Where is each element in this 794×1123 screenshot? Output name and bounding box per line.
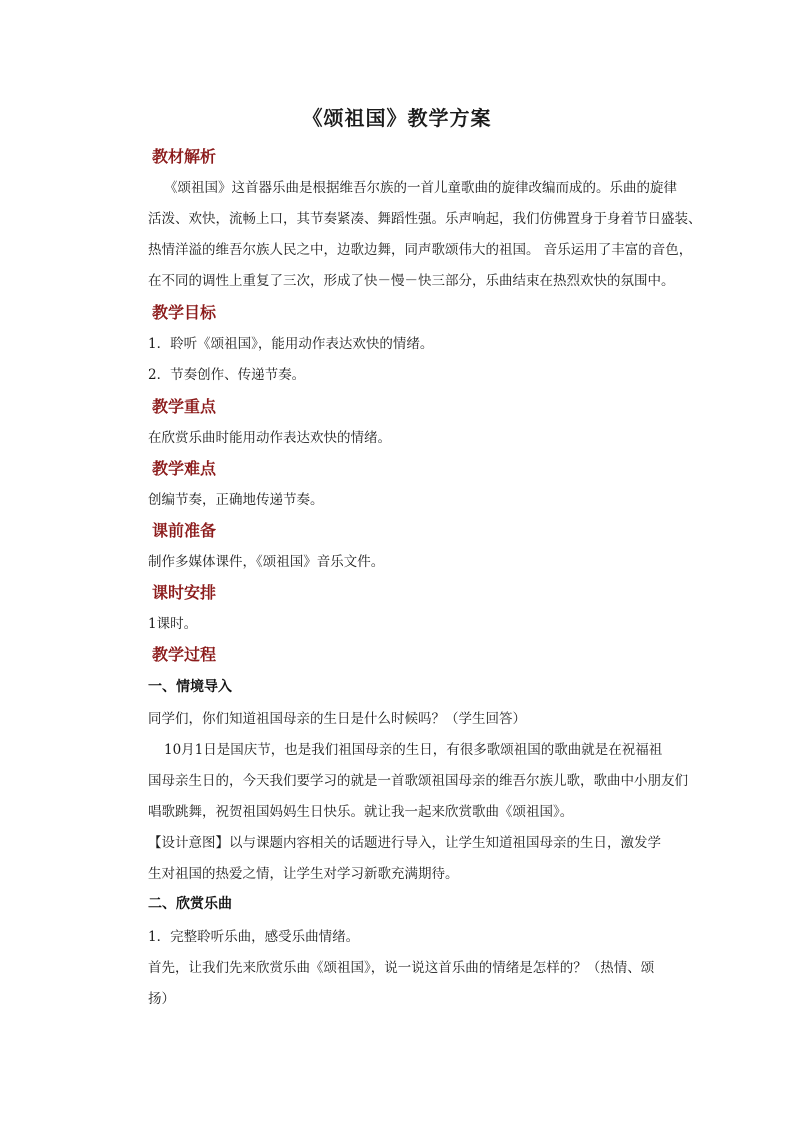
schedule-text: 1课时。 (148, 616, 198, 632)
key-points-text: 在欣赏乐曲时能用动作表达欢快的情绪。 (148, 430, 391, 446)
introduction-line-2: 国母亲生日的，今天我们要学习的就是一首歌颂祖国母亲的维吾尔族儿歌，歌曲中小朋友们 (148, 773, 688, 789)
section-heading-key-points: 教学重点 (152, 397, 217, 416)
section-heading-process: 教学过程 (152, 645, 217, 664)
section-heading-goals: 教学目标 (152, 303, 217, 322)
design-intent-line-1: 【设计意图】以与课题内容相关的话题进行导入，让学生知道祖国母亲的生日，激发学 (148, 835, 661, 851)
analysis-line-4: 在不同的调性上重复了三次，形成了快－慢－快三部分，乐曲结束在热烈欢快的氛围中。 (148, 273, 675, 289)
document-title: 《颂祖国》教学方案 (302, 106, 492, 130)
section-heading-difficulties: 教学难点 (152, 459, 217, 478)
section-heading-analysis: 教材解析 (152, 147, 217, 166)
appreciation-line-2: 扬） (148, 991, 175, 1007)
section-heading-schedule: 课时安排 (152, 583, 217, 602)
introduction-question: 同学们，你们知道祖国母亲的生日是什么时候吗？（学生回答） (148, 711, 526, 727)
preparation-text: 制作多媒体课件，《颂祖国》音乐文件。 (148, 554, 385, 570)
introduction-line-1: 10月1日是国庆节，也是我们祖国母亲的生日，有很多歌颂祖国的歌曲就是在祝福祖 (164, 742, 663, 758)
subheading-appreciation: 二、欣赏乐曲 (148, 896, 232, 912)
goal-item-2: 2．节奏创作、传递节奏。 (148, 367, 306, 383)
introduction-line-3: 唱歌跳舞，祝贺祖国妈妈生日快乐。就让我一起来欣赏歌曲《颂祖国》。 (148, 804, 574, 820)
difficulties-text: 创编节奏，正确地传递节奏。 (148, 492, 324, 508)
analysis-line-1: 《颂祖国》这首器乐曲是根据维吾尔族的一首儿童歌曲的旋律改编而成的。乐曲的旋律 (164, 180, 677, 196)
goal-item-1: 1．聆听《颂祖国》，能用动作表达欢快的情绪。 (148, 336, 434, 352)
analysis-line-2: 活泼、欢快，流畅上口，其节奏紧凑、舞蹈性强。乐声响起，我们仿佛置身于身着节日盛装、 (148, 211, 702, 227)
subheading-introduction: 一、情境导入 (148, 679, 232, 695)
appreciation-item-1: 1．完整聆听乐曲，感受乐曲情绪。 (148, 929, 360, 945)
section-heading-preparation: 课前准备 (152, 521, 217, 540)
analysis-line-3: 热情洋溢的维吾尔族人民之中，边歌边舞，同声歌颂伟大的祖国。 音乐运用了丰富的音色， (148, 242, 693, 258)
design-intent-line-2: 生对祖国的热爱之情，让学生对学习新歌充满期待。 (148, 866, 459, 882)
appreciation-line-1: 首先，让我们先来欣赏乐曲《颂祖国》，说一说这首乐曲的情绪是怎样的？（热情、颂 (148, 960, 655, 976)
